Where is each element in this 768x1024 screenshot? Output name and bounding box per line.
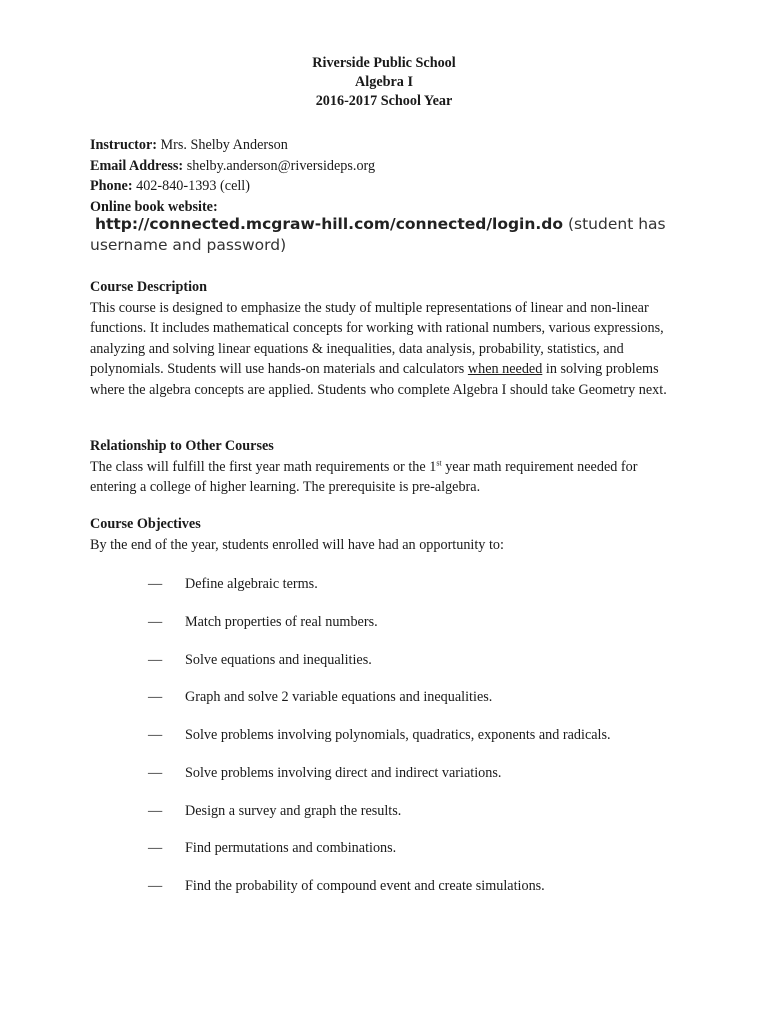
bullet-dash: — xyxy=(148,614,163,630)
course-description-text xyxy=(90,298,680,401)
document-header xyxy=(0,54,768,111)
objective-text: Graph and solve 2 variable equations and inequalities. xyxy=(185,689,493,705)
relationship-section xyxy=(90,436,680,498)
objective-item xyxy=(148,763,708,784)
objective-item xyxy=(148,687,708,708)
relationship-text xyxy=(90,457,680,498)
website-url-block xyxy=(90,214,690,256)
contact-info xyxy=(90,135,680,217)
objective-text: Find permutations and combinations. xyxy=(185,840,397,856)
relationship-heading: Relationship to Other Courses xyxy=(90,438,274,454)
objectives-section xyxy=(90,514,680,555)
instructor-line xyxy=(90,135,680,156)
instructor-name: Mrs. Shelby Anderson xyxy=(160,137,288,153)
website-url[interactable]: http://connected.mcgraw-hill.com/connected/login.do xyxy=(94,215,564,233)
objective-item xyxy=(148,650,708,671)
objective-text: Solve problems involving direct and indirect variations. xyxy=(185,765,502,781)
objective-item xyxy=(148,612,708,633)
email-label: Email Address: xyxy=(90,157,184,174)
description-underlined: when needed xyxy=(467,361,543,377)
school-name: Riverside Public School xyxy=(312,55,456,71)
course-name: Algebra I xyxy=(355,74,413,90)
instructor-label: Instructor: xyxy=(90,137,157,153)
relationship-text-part2: year math requirement needed for entering a college of higher learning. The prerequisite is pre-algebra. xyxy=(90,458,638,495)
bullet-dash: — xyxy=(148,878,163,894)
description-text-part2: in solving problems where the algebra concepts are applied. Students who complete Algebra I should take Geometry next. xyxy=(90,361,667,398)
bullet-dash: — xyxy=(148,727,163,743)
objectives-heading: Course Objectives xyxy=(90,516,201,532)
email-line xyxy=(90,156,680,177)
website-label: Online book website: xyxy=(90,198,218,215)
phone-label: Phone: xyxy=(90,178,133,194)
objective-text: Find the probability of compound event and create simulations. xyxy=(185,878,545,894)
objective-item xyxy=(148,574,708,595)
bullet-dash: — xyxy=(148,840,163,856)
objective-item xyxy=(148,801,708,822)
phone-number: 402-840-1393 (cell) xyxy=(136,178,250,194)
objectives-intro: By the end of the year, students enrolled will have had an opportunity to: xyxy=(90,536,504,553)
description-text-part1: This course is designed to emphasize the study of multiple representations of linear and non-linear functions. It includes mathematical concepts for working with rational numbers, various expressions, analyzing and solving linear equations & inequalities, data analysis, probability, statistics, and polynomials. Students will use hands-on materials and calculators xyxy=(90,299,664,377)
objective-text: Match properties of real numbers. xyxy=(185,614,378,630)
objective-text: Design a survey and graph the results. xyxy=(185,803,402,819)
relationship-text-part1: The class will fulfill the first year math requirements or the 1 xyxy=(90,458,437,475)
objective-item xyxy=(148,838,708,859)
objective-text: Define algebraic terms. xyxy=(185,576,318,592)
email-address[interactable]: shelby.anderson@riversideps.org xyxy=(186,157,376,174)
objective-item xyxy=(148,876,708,897)
course-description-heading: Course Description xyxy=(90,279,208,295)
objective-text: Solve problems involving polynomials, quadratics, exponents and radicals. xyxy=(185,727,611,743)
school-year: 2016-2017 School Year xyxy=(315,93,453,109)
bullet-dash: — xyxy=(148,689,163,705)
website-note: (student has username and password) xyxy=(90,215,666,254)
objective-text: Solve equations and inequalities. xyxy=(185,652,372,668)
phone-line xyxy=(90,176,680,197)
relationship-superscript: st xyxy=(436,457,442,467)
objective-item xyxy=(148,725,708,746)
bullet-dash: — xyxy=(148,652,163,668)
bullet-dash: — xyxy=(148,765,163,781)
bullet-dash: — xyxy=(148,576,163,592)
course-description-section xyxy=(90,277,680,400)
bullet-dash: — xyxy=(148,803,163,819)
